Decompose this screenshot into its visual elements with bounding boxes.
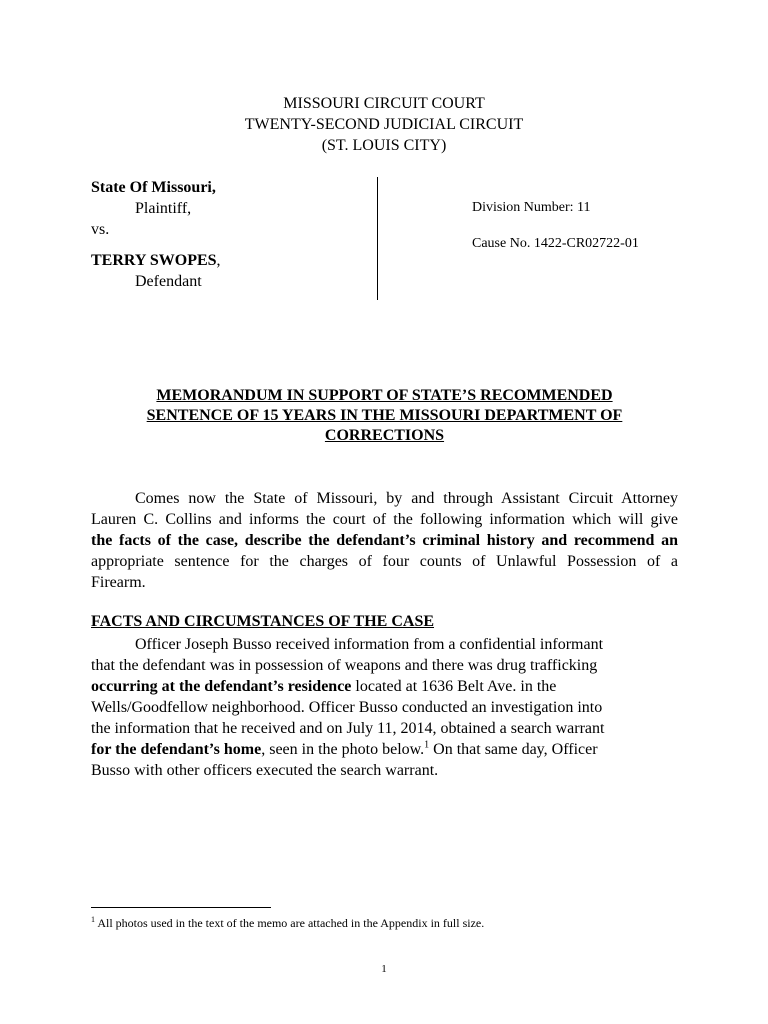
footnote-marker: 1	[91, 915, 95, 924]
facts-heading: FACTS AND CIRCUMSTANCES OF THE CASE	[91, 613, 435, 630]
court-name: MISSOURI CIRCUIT COURT	[283, 95, 485, 112]
intro-line-5: Firearm.	[91, 574, 146, 591]
facts-line-6-bold: for the defendant’s home	[91, 741, 262, 758]
intro-line-1: Comes now the State of Missouri, by and through Assistant Circuit Attorney	[135, 490, 678, 507]
memo-title-line-1: MEMORANDUM IN SUPPORT OF STATE’S RECOMMENDED	[156, 387, 613, 404]
facts-line-6	[91, 739, 678, 760]
facts-line-6-rest: , seen in the photo below.	[261, 741, 425, 758]
judicial-circuit: TWENTY-SECOND JUDICIAL CIRCUIT	[244, 116, 524, 133]
facts-line-2: that the defendant was in possession of weapons and there was drug trafficking	[91, 657, 598, 674]
intro-paragraph	[91, 488, 678, 593]
plaintiff-name: State Of Missouri,	[91, 179, 216, 196]
facts-paragraph	[91, 634, 678, 781]
defendant-role: Defendant	[135, 273, 202, 290]
facts-line-3-rest: located at 1636 Belt Ave. in the	[351, 678, 557, 695]
facts-line-1: Officer Joseph Busso received information from a confidential informant	[135, 636, 604, 653]
footnote-text: All photos used in the text of the memo are attached in the Appendix in full size.	[95, 916, 485, 930]
footnote-reference[interactable]: 1	[424, 739, 430, 751]
intro-line-3: the facts of the case, describe the defendant’s criminal history and recommend an	[91, 532, 678, 549]
footnote-separator	[91, 907, 271, 908]
case-caption-parties	[91, 177, 221, 292]
page-number: 1	[381, 963, 387, 975]
division-number: Division Number: 11	[472, 200, 591, 215]
defendant-line	[91, 250, 221, 271]
defendant-name: TERRY SWOPES	[91, 252, 217, 269]
facts-line-3	[91, 676, 678, 697]
caption-divider	[377, 177, 378, 300]
court-city: (ST. LOUIS CITY)	[321, 137, 447, 154]
intro-line-4: appropriate sentence for the charges of four counts of Unlawful Possession of a	[91, 553, 678, 570]
facts-line-7: Busso with other officers executed the search warrant.	[91, 762, 439, 779]
court-header	[0, 93, 768, 156]
facts-line-5: the information that he received and on July 11, 2014, obtained a search warrant	[91, 720, 605, 737]
facts-line-4: Wells/Goodfellow neighborhood. Officer Busso conducted an investigation into	[91, 699, 603, 716]
facts-line-3-bold: occurring at the defendant’s residence	[91, 678, 352, 695]
facts-line-6-tail: On that same day, Officer	[429, 741, 598, 758]
plaintiff-role: Plaintiff,	[135, 200, 192, 217]
memo-title	[91, 386, 678, 446]
memo-title-line-3: CORRECTIONS	[324, 427, 445, 444]
memo-title-line-2: SENTENCE OF 15 YEARS IN THE MISSOURI DEPARTMENT OF	[146, 407, 623, 424]
versus-label: vs.	[91, 221, 110, 238]
footnote	[91, 915, 484, 931]
intro-line-2: Lauren C. Collins and informs the court of the following information which will give	[91, 511, 678, 528]
defendant-comma: ,	[216, 252, 221, 269]
cause-number: Cause No. 1422-CR02722-01	[472, 236, 639, 251]
